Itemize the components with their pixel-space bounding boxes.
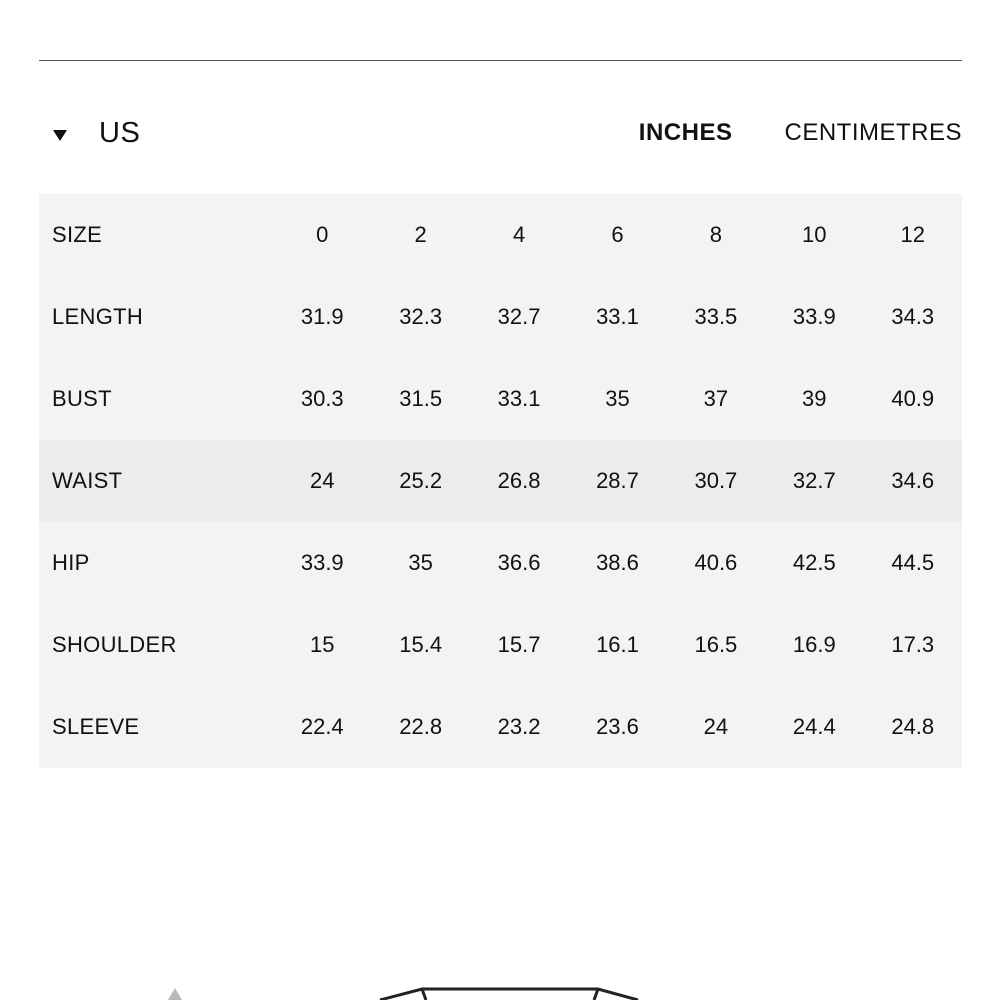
measurement-cell: 33.5 bbox=[694, 304, 738, 329]
measurement-cell: 32.7 bbox=[497, 304, 541, 329]
garment-outline bbox=[380, 989, 638, 1000]
measurement-cell: 32.7 bbox=[792, 468, 836, 493]
size-header-label: SIZE bbox=[52, 222, 103, 247]
measurement-cell: 25.2 bbox=[399, 468, 443, 493]
measurement-cell: 42.5 bbox=[792, 550, 836, 575]
measurement-cell: 16.9 bbox=[792, 632, 836, 657]
size-guide-header bbox=[39, 105, 962, 161]
measurement-cell: 15.7 bbox=[497, 632, 541, 657]
table-row bbox=[39, 358, 962, 440]
region-label: US bbox=[99, 116, 141, 149]
measurement-cell: 22.4 bbox=[300, 714, 344, 739]
measurement-cell: 22.8 bbox=[399, 714, 443, 739]
measurement-cell: 31.5 bbox=[399, 386, 443, 411]
measurement-label: HIP bbox=[52, 550, 90, 575]
size-chart-table bbox=[39, 194, 962, 768]
caret-down-icon bbox=[53, 130, 67, 141]
measurement-cell: 24.8 bbox=[891, 714, 935, 739]
measurement-cell: 34.6 bbox=[891, 468, 935, 493]
table-row bbox=[39, 604, 962, 686]
measurement-cell: 24 bbox=[703, 714, 729, 739]
measurement-cell: 15 bbox=[310, 632, 335, 657]
measurement-cell: 37 bbox=[703, 386, 729, 411]
measurement-label: WAIST bbox=[52, 468, 123, 493]
table-row bbox=[39, 440, 962, 522]
unit-inches-button[interactable]: INCHES bbox=[638, 119, 733, 146]
measurement-cell: 40.6 bbox=[694, 550, 738, 575]
unit-centimetres-button[interactable]: CENTIMETRES bbox=[784, 119, 962, 146]
table-row bbox=[39, 686, 962, 768]
measurement-cell: 16.5 bbox=[694, 632, 738, 657]
divider bbox=[39, 60, 962, 61]
measurement-cell: 15.4 bbox=[399, 632, 443, 657]
size-header-cell: 8 bbox=[709, 222, 723, 247]
table-row bbox=[39, 522, 962, 604]
measurement-label: SLEEVE bbox=[52, 714, 140, 739]
measurement-cell: 28.7 bbox=[596, 468, 639, 493]
size-header-cell: 12 bbox=[900, 222, 925, 247]
measurement-label: BUST bbox=[52, 386, 112, 411]
measure-arrow-icon bbox=[168, 988, 182, 1000]
measurement-cell: 35 bbox=[605, 386, 630, 411]
measurement-cell: 40.9 bbox=[891, 386, 935, 411]
measurement-cell: 30.7 bbox=[694, 468, 738, 493]
measurement-cell: 16.1 bbox=[596, 632, 639, 657]
size-header-cell: 2 bbox=[414, 222, 427, 247]
measurement-cell: 34.3 bbox=[891, 304, 935, 329]
size-header-cell: 6 bbox=[611, 222, 624, 247]
measurement-cell: 23.6 bbox=[596, 714, 639, 739]
measurement-cell: 30.3 bbox=[300, 386, 344, 411]
measurement-cell: 38.6 bbox=[596, 550, 639, 575]
measurement-cell: 31.9 bbox=[300, 304, 344, 329]
region-dropdown[interactable] bbox=[39, 117, 140, 150]
measurement-cell: 44.5 bbox=[891, 550, 935, 575]
measurement-cell: 24 bbox=[310, 468, 335, 493]
size-header-cell: 4 bbox=[512, 222, 526, 247]
unit-switch bbox=[639, 119, 962, 147]
garment-neckline bbox=[422, 989, 598, 1000]
measurement-cell: 33.9 bbox=[300, 550, 344, 575]
size-header-cell: 10 bbox=[802, 222, 827, 247]
table-row bbox=[39, 276, 962, 358]
measurement-cell: 39 bbox=[802, 386, 827, 411]
measurement-cell: 36.6 bbox=[497, 550, 541, 575]
table-header-row bbox=[39, 194, 962, 276]
size-header-cell: 0 bbox=[316, 222, 329, 247]
measurement-cell: 33.1 bbox=[596, 304, 639, 329]
measurement-cell: 24.4 bbox=[792, 714, 836, 739]
measurement-cell: 17.3 bbox=[891, 632, 935, 657]
measurement-label: SHOULDER bbox=[52, 632, 177, 657]
measurement-label: LENGTH bbox=[52, 304, 144, 329]
measurement-cell: 33.9 bbox=[792, 304, 836, 329]
measurement-cell: 26.8 bbox=[497, 468, 541, 493]
measurement-cell: 33.1 bbox=[497, 386, 541, 411]
measurement-cell: 23.2 bbox=[497, 714, 541, 739]
garment-diagram bbox=[0, 940, 1000, 1000]
measurement-cell: 35 bbox=[408, 550, 433, 575]
measurement-cell: 32.3 bbox=[399, 304, 443, 329]
